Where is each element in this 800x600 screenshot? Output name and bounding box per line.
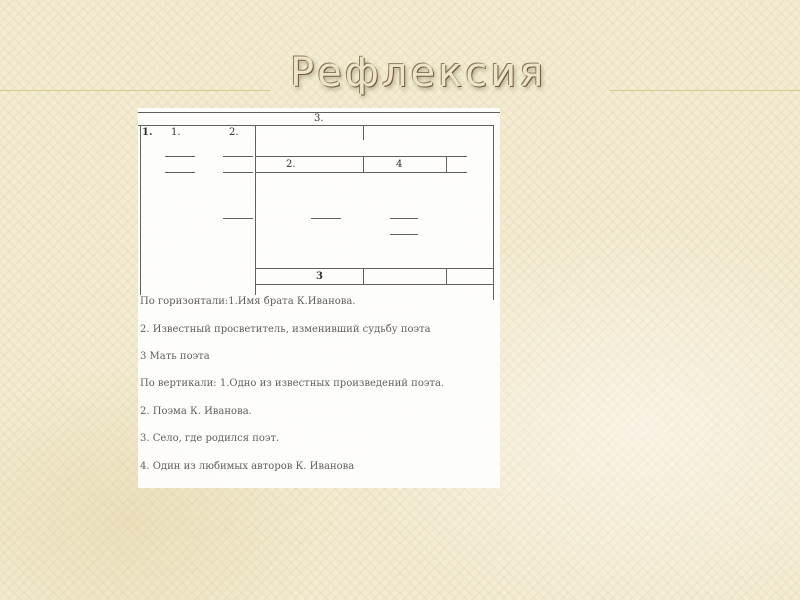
crossword-label-top-3: 3. [314,113,324,124]
crossword-label-h1: 1. [142,127,153,138]
clue-vertical-3: 3. Село, где родился поэт. [140,433,280,444]
grid-line-left [140,125,141,295]
crossword-label-mid-4: 4 [396,159,403,170]
blank-dash [223,172,253,173]
grid-line-col5 [363,268,364,284]
clue-vertical-4: 4. Один из любимых авторов К. Иванова [140,461,355,472]
clue-horizontal-1: По горизонтали:1.Имя брата К.Иванова. [140,296,356,307]
crossword-label-mid-2: 2. [286,159,296,170]
grid-line-col6 [446,268,447,284]
blank-dash [223,218,253,219]
grid-line-right [493,125,494,300]
grid-line-inner [255,125,256,295]
blank-dash [390,234,418,235]
crossword-sheet [138,108,500,488]
blank-dash [223,156,253,157]
blank-dash [165,156,195,157]
grid-line-row2 [255,156,467,157]
crossword-label-v2: 2. [229,127,239,138]
grid-line-col3 [363,156,364,172]
blank-dash [165,172,195,173]
grid-line-row4 [255,268,493,269]
clue-vertical-2: 2. Поэма К. Иванова. [140,406,252,417]
crossword-label-v1: 1. [171,127,181,138]
clue-vertical-1: По вертикали: 1.Одно из известных произведений поэта. [140,378,445,389]
slide-title: Рефлексия [290,50,547,96]
grid-line-col4 [446,156,447,172]
blank-dash [311,218,341,219]
grid-line-row5 [255,284,493,285]
clue-horizontal-3: 3 Мать поэта [140,351,210,362]
decorative-line-right [610,90,800,91]
crossword-label-bottom-3: 3 [316,271,323,282]
blank-dash [390,218,418,219]
clue-horizontal-2: 2. Известный просветитель, изменивший судьбу поэта [140,324,431,335]
grid-line-col2 [363,125,364,140]
decorative-line-left [0,90,270,91]
grid-line-row1 [138,125,493,126]
grid-line-row3 [255,172,467,173]
